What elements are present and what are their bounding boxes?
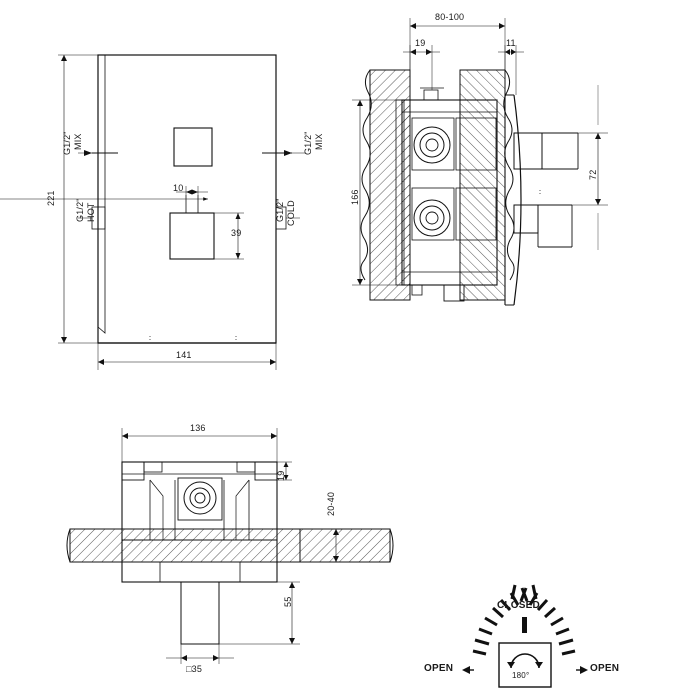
flange-height-dimension: 19 (276, 470, 286, 481)
legend-open-left-label: OPEN (424, 663, 454, 674)
wall-range-dimension: 20-40 (326, 491, 336, 516)
legend-open-right-label: OPEN (590, 663, 620, 674)
front-height-dimension: 221 (46, 190, 56, 206)
port-hot-label: HOT (86, 202, 96, 222)
port-left-mix-size: G1/2" (62, 131, 72, 155)
wall-thickness-dimension: 80-100 (435, 12, 465, 22)
port-cold-label: COLD (286, 200, 296, 226)
body-height-dimension: 166 (350, 189, 360, 205)
handle-height-dimension: 39 (231, 228, 242, 238)
front-width-dimension: 141 (176, 350, 192, 360)
pipe-dimension: □35 (186, 664, 203, 674)
port-hot-size: G1/2" (75, 198, 85, 222)
legend-closed-label: CLOSED (497, 600, 540, 611)
port-left-mix-label: MIX (73, 133, 83, 150)
port-right-mix-label: MIX (314, 133, 324, 150)
plate-height-dimension: 72 (588, 169, 598, 180)
port-cold-size: G1/2" (275, 198, 285, 222)
handle-width-dimension: 10 (173, 183, 184, 193)
top-width-dimension: 136 (190, 423, 206, 433)
inset-dimension: 19 (415, 38, 426, 48)
top-section-geometry (67, 428, 393, 664)
side-section-geometry (352, 18, 608, 305)
depth-dimension: 55 (283, 596, 293, 607)
legend-angle-label: 180° (512, 671, 530, 680)
port-right-mix-size: G1/2" (303, 131, 313, 155)
plate-offset-dimension: 11 (506, 38, 516, 48)
front-elevation-geometry (0, 55, 306, 370)
